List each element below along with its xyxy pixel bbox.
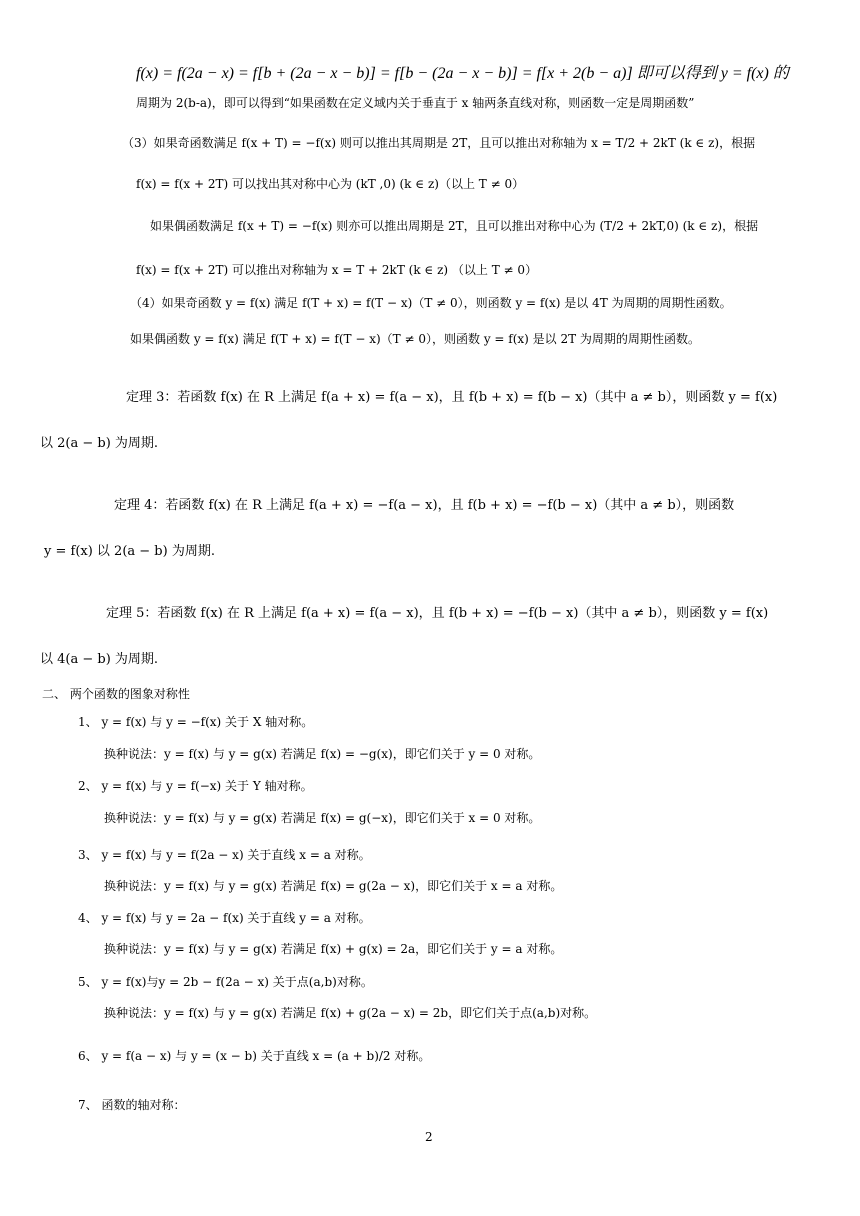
item-6: 6、 y = f(a − x) 与 y = (x − b) 关于直线 x = (a + b)/2 对称。 (78, 1049, 431, 1063)
text-line-7: （4）如果奇函数 y = f(x) 满足 f(T + x) = f(T − x)（T ≠ 0），则函数 y = f(x) 是以 4T 为周期的周期性函数。 (130, 296, 732, 310)
item-3-alt: 换种说法：y = f(x) 与 y = g(x) 若满足 f(x) = g(2a − x)，即它们关于 x = a 对称。 (104, 879, 563, 893)
text-line-5: 如果偶函数满足 f(x + T) = −f(x) 则亦可以推出周期是 2T，且可以推出对称中心为 (T/2 + 2kT,0) (k ∈ z)，根据 (150, 219, 759, 233)
text-line-4: f(x) = f(x + 2T) 可以找出其对称中心为 (kT ,0) (k ∈ z)（以上 T ≠ 0） (136, 177, 525, 191)
item-7: 7、 函数的轴对称： (78, 1098, 186, 1112)
text-line-3: （3）如果奇函数满足 f(x + T) = −f(x) 则可以推出其周期是 2T，且可以推出对称轴为 x = T/2 + 2kT (k ∈ z)，根据 (122, 136, 756, 150)
theorem-5-cont: 以 4(a − b) 为周期. (40, 652, 159, 667)
theorem-5: 定理 5：若函数 f(x) 在 R 上满足 f(a + x) = f(a − x)，且 f(b + x) = −f(b − x)（其中 a ≠ b），则函数 y = f(x) (106, 606, 769, 621)
text-line-2: 周期为 2(b-a)，即可以得到“如果函数在定义域内关于垂直于 x 轴两条直线对称，则函数一定是周期函数” (136, 96, 695, 110)
item-3: 3、 y = f(x) 与 y = f(2a − x) 关于直线 x = a 对称。 (78, 848, 371, 862)
text-line-8: 如果偶函数 y = f(x) 满足 f(T + x) = f(T − x)（T ≠ 0），则函数 y = f(x) 是以 2T 为周期的周期性函数。 (130, 332, 700, 346)
item-4-alt: 换种说法：y = f(x) 与 y = g(x) 若满足 f(x) + g(x) = 2a，即它们关于 y = a 对称。 (104, 942, 563, 956)
item-5: 5、 y = f(x)与y = 2b − f(2a − x) 关于点(a,b)对称。 (78, 975, 373, 989)
item-4: 4、 y = f(x) 与 y = 2a − f(x) 关于直线 y = a 对称。 (78, 911, 371, 925)
theorem-4: 定理 4：若函数 f(x) 在 R 上满足 f(a + x) = −f(a − x)，且 f(b + x) = −f(b − x)（其中 a ≠ b），则函数 (114, 498, 735, 513)
item-2-alt: 换种说法：y = f(x) 与 y = g(x) 若满足 f(x) = g(−x)，即它们关于 x = 0 对称。 (104, 811, 541, 825)
theorem-4-cont: y = f(x) 以 2(a − b) 为周期. (44, 544, 215, 559)
theorem-3-cont: 以 2(a − b) 为周期. (40, 436, 159, 451)
page-number: 2 (425, 1130, 433, 1144)
item-1-alt: 换种说法：y = f(x) 与 y = g(x) 若满足 f(x) = −g(x)，即它们关于 y = 0 对称。 (104, 747, 541, 761)
item-5-alt: 换种说法：y = f(x) 与 y = g(x) 若满足 f(x) + g(2a − x) = 2b，即它们关于点(a,b)对称。 (104, 1006, 597, 1020)
theorem-3: 定理 3：若函数 f(x) 在 R 上满足 f(a + x) = f(a − x)，且 f(b + x) = f(b − x)（其中 a ≠ b），则函数 y = f(x) (126, 390, 778, 405)
text-line-1: f(x) = f(2a − x) = f[b + (2a − x − b)] = f[b − (2a − x − b)] = f[x + 2(b − a)] 即可以得到 y = f(x) 的 (136, 65, 789, 82)
item-1: 1、 y = f(x) 与 y = −f(x) 关于 X 轴对称。 (78, 715, 314, 729)
section-heading: 二、 两个函数的图象对称性 (42, 687, 190, 701)
text-line-6: f(x) = f(x + 2T) 可以推出对称轴为 x = T + 2kT (k ∈ z) （以上 T ≠ 0） (136, 263, 538, 277)
item-2: 2、 y = f(x) 与 y = f(−x) 关于 Y 轴对称。 (78, 779, 313, 793)
